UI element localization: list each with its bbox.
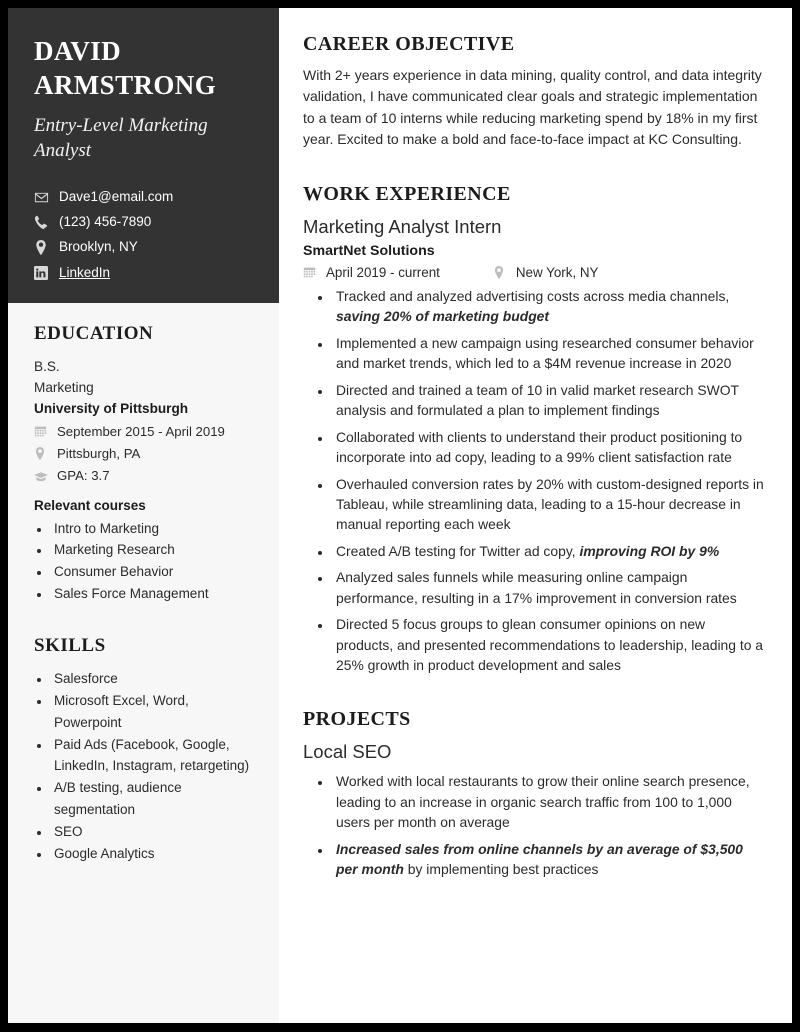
map-pin-icon (34, 240, 51, 255)
map-pin-icon (34, 447, 50, 460)
career-objective-heading: CAREER OBJECTIVE (303, 33, 515, 55)
list-item: • Paid Ads (Facebook, Google, LinkedIn, Instagram, retargeting) (51, 734, 255, 778)
work-bullets (303, 286, 766, 675)
education-gpa (34, 466, 255, 485)
contact-location-text: Brooklyn, NY (59, 239, 138, 255)
list-item (332, 541, 766, 561)
contact-phone[interactable] (34, 214, 255, 230)
bullet-emphasis: Increased sales from online channels by an average of $3,500 per month (336, 840, 743, 878)
page-title (34, 34, 255, 103)
sidebar-body (8, 303, 279, 875)
list-item: • Google Analytics (51, 843, 255, 865)
education-dates-text: September 2015 - April 2019 (57, 424, 225, 440)
sidebar (8, 8, 279, 1023)
education-gpa-text: GPA: 3.7 (57, 468, 110, 484)
calendar-icon (303, 266, 319, 279)
bullet-emphasis: improving ROI by 9% (579, 542, 720, 559)
contact-phone-text: (123) 456-7890 (59, 214, 152, 230)
contact-linkedin[interactable] (34, 265, 255, 281)
sidebar-header (8, 8, 279, 303)
envelope-icon (34, 190, 51, 205)
phone-icon (34, 215, 51, 230)
bullet-suffix: by implementing best practices (403, 861, 599, 878)
list-item: • Consumer Behavior (51, 561, 255, 583)
list-item: • Salesforce (51, 668, 255, 690)
contact-email[interactable] (34, 189, 255, 205)
name-last: ARMSTRONG (34, 70, 217, 101)
education-degree: B.S. (34, 359, 60, 374)
list-item: • Intro to Marketing (51, 518, 255, 540)
bullet-prefix: Overhauled conversion rates by 20% with custom-designed reports in Tableau, while streamlining data, leading to a 15-hour decrease in manual reporting each week (336, 475, 764, 533)
list-item: • Sales Force Management (51, 583, 255, 605)
map-pin-icon (493, 266, 509, 279)
project-bullets (303, 771, 766, 879)
job-role: Marketing Analyst Intern (303, 216, 502, 238)
project-name: Local SEO (303, 741, 392, 763)
work-experience-heading: WORK EXPERIENCE (303, 183, 511, 206)
list-item: • Marketing Research (51, 539, 255, 561)
list-item (332, 474, 766, 535)
contact-email-text: Dave1@email.com (59, 189, 174, 205)
education-location-text: Pittsburgh, PA (57, 446, 141, 462)
bullet-prefix: Directed and trained a team of 10 in valid market research SWOT analysis and formulated a plan to implement findings (336, 381, 739, 419)
bullet-prefix: Tracked and analyzed advertising costs across media channels, (336, 288, 730, 305)
job-title: Entry-Level Marketing Analyst (34, 114, 208, 161)
education-field: Marketing (34, 380, 94, 396)
name-first: DAVID (34, 36, 122, 66)
education-heading: EDUCATION (34, 323, 154, 344)
job-location (493, 265, 599, 280)
resume-page (8, 8, 792, 1023)
list-item (332, 380, 766, 421)
contact-linkedin-text: LinkedIn (59, 264, 111, 280)
job-dates-text: April 2019 - current (326, 265, 440, 281)
relevant-courses-label: Relevant courses (34, 497, 146, 513)
linkedin-icon (34, 266, 51, 280)
list-item: • Microsoft Excel, Word, Powerpoint (51, 690, 255, 734)
skills-list (34, 668, 255, 865)
career-objective-text: With 2+ years experience in data mining, quality control, and data integrity validation, I have communicated clear goals and strategic implementation to a team of 10 interns while reducing marketing spend by 18% in my first year. Excited to make a bold and face-to-face impact at KC Consulting. (303, 67, 762, 147)
job-company: SmartNet Solutions (303, 243, 435, 260)
education-school: University of Pittsburgh (34, 401, 189, 417)
job-location-text: New York, NY (515, 265, 599, 281)
list-item (332, 614, 766, 675)
skills-heading: SKILLS (34, 635, 106, 657)
bullet-prefix: Directed 5 focus groups to glean consumer opinions on new products, and presented recommendations to leadership, leading to a 25% growth in product development and sales (336, 616, 764, 674)
bullet-prefix: Created A/B testing for Twitter ad copy, (336, 542, 580, 559)
bullet-prefix: Implemented a new campaign using researched consumer behavior and market trends, which led to a $4M revenue increase in 2020 (336, 334, 754, 372)
bullet-prefix: Analyzed sales funnels while measuring online campaign performance, resulting in a 17% improvement in conversion rates (336, 569, 737, 606)
main-content (279, 8, 792, 1023)
education-location (34, 444, 255, 463)
bullet-prefix: Worked with local restaurants to grow their online search presence, leading to an increase in organic search traffic from 100 to 1,000 users per month on average (336, 773, 750, 831)
contact-list (34, 189, 255, 281)
projects-heading: PROJECTS (303, 708, 411, 731)
list-item: • SEO (51, 821, 255, 843)
job-dates (303, 265, 440, 280)
calendar-icon (34, 425, 50, 438)
job-meta (303, 265, 766, 280)
education-dates (34, 422, 255, 441)
list-item (332, 286, 766, 327)
list-item (332, 839, 766, 880)
bullet-emphasis: saving 20% of marketing budget (336, 308, 550, 325)
list-item (332, 427, 766, 468)
list-item (332, 333, 766, 374)
bullet-prefix: Collaborated with clients to understand their product positioning to incorporate into ad copy, leading to a 99% client satisfaction rate (336, 428, 743, 466)
contact-location (34, 239, 255, 255)
list-item: • A/B testing, audience segmentation (51, 777, 255, 821)
list-item (332, 567, 766, 608)
list-item (332, 771, 766, 832)
graduation-cap-icon (34, 470, 50, 483)
relevant-courses-list (34, 518, 255, 605)
